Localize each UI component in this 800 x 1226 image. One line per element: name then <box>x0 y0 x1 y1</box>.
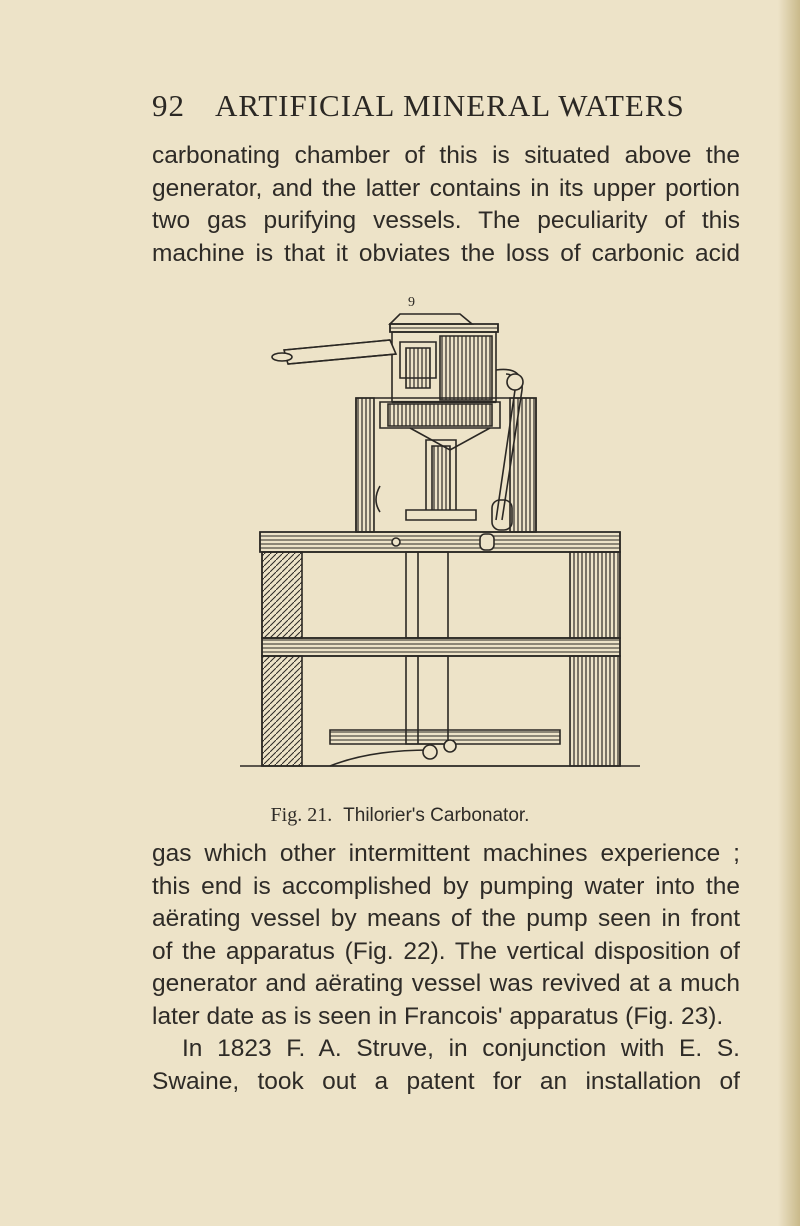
text-line: this end is accomplished by pumping water into the <box>152 872 740 900</box>
paragraph-bottom <box>152 838 740 1098</box>
text-line: aërating vessel by means of the pump seen in front <box>152 905 740 932</box>
running-head <box>152 88 685 124</box>
carbonator-engraving <box>240 290 640 790</box>
text-line: two gas purifying vessels. The peculiarity of this <box>152 207 740 234</box>
text-line: machine is that it obviates the loss of carbonic acid <box>152 239 740 267</box>
text-line: generator, and the latter contains in its upper portion <box>152 174 740 202</box>
text-line: Swaine, took out a patent for an installation of <box>152 1067 740 1095</box>
text-line: later date as is seen in Francois' apparatus (Fig. 23). <box>152 1002 724 1030</box>
page-number: 92 <box>152 88 185 123</box>
text-line: gas which other intermittent machines experience ; <box>152 840 740 867</box>
figure-caption <box>0 804 800 827</box>
figure-caption-text: Thilorier's Carbonator. <box>343 805 530 826</box>
figure-lettering: 9 <box>408 295 415 310</box>
running-title: ARTIFICIAL MINERAL WATERS <box>215 88 685 123</box>
page-edge-shadow <box>778 0 800 1226</box>
paragraph-top <box>152 140 740 270</box>
figure-label: Fig. 21. <box>270 804 333 826</box>
figure-illustration <box>240 290 640 790</box>
text-line: generator and aërating vessel was revived at a much <box>152 970 740 997</box>
text-line: In 1823 F. A. Struve, in conjunction with E. S. <box>182 1035 740 1062</box>
text-line: of the apparatus (Fig. 22). The vertical disposition of <box>152 937 740 965</box>
text-line: carbonating chamber of this is situated above the <box>152 142 740 169</box>
